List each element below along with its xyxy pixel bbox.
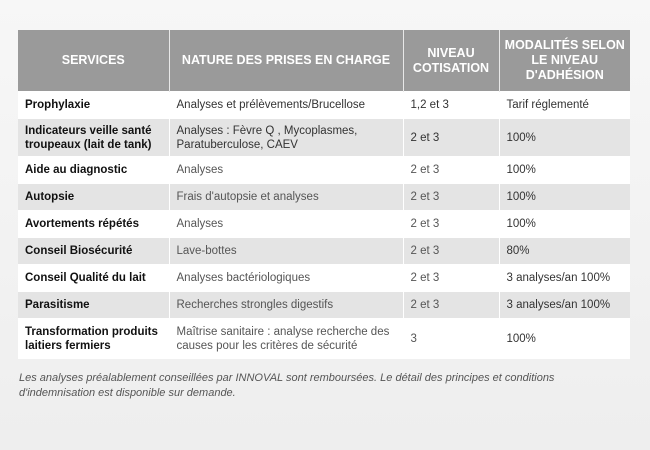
cell-modalite: Tarif réglementé xyxy=(499,92,630,119)
cell-niveau: 2 et 3 xyxy=(403,211,499,238)
table-row xyxy=(18,119,630,157)
table-row xyxy=(18,292,630,319)
cell-service: Avortements répétés xyxy=(18,211,169,238)
footnote: Les analyses préalablement conseillées par INNOVAL sont remboursées. Le détail des principes et conditions d'indemnisation est disponible sur demande. xyxy=(19,372,555,399)
table-row xyxy=(18,265,630,292)
cell-nature: Analyses : Fèvre Q , Mycoplasmes, Paratuberculose, CAEV xyxy=(169,119,403,157)
cell-nature: Analyses et prélèvements/Brucellose xyxy=(169,92,403,119)
cell-niveau: 2 et 3 xyxy=(403,238,499,265)
cell-service: Prophylaxie xyxy=(18,92,169,119)
cell-service: Conseil Qualité du lait xyxy=(18,265,169,292)
cell-service: Conseil Biosécurité xyxy=(18,238,169,265)
table-row xyxy=(18,157,630,184)
cell-nature: Lave-bottes xyxy=(169,238,403,265)
services-table xyxy=(18,30,630,359)
table-row xyxy=(18,319,630,360)
cell-nature: Frais d'autopsie et analyses xyxy=(169,184,403,211)
cell-niveau: 3 xyxy=(403,319,499,360)
table-row xyxy=(18,211,630,238)
table-header-row xyxy=(18,30,630,92)
cell-service: Autopsie xyxy=(18,184,169,211)
cell-nature: Analyses xyxy=(169,157,403,184)
header-services: SERVICES xyxy=(18,30,169,92)
cell-service: Indicateurs veille santé troupeaux (lait de tank) xyxy=(18,119,169,157)
table-row xyxy=(18,92,630,119)
table-row xyxy=(18,238,630,265)
cell-niveau: 2 et 3 xyxy=(403,119,499,157)
cell-nature: Recherches strongles digestifs xyxy=(169,292,403,319)
cell-nature: Maîtrise sanitaire : analyse recherche des causes pour les critères de sécurité xyxy=(169,319,403,360)
cell-service: Parasitisme xyxy=(18,292,169,319)
cell-modalite: 100% xyxy=(499,319,630,360)
header-niveau: NIVEAU COTISATION xyxy=(403,30,499,92)
cell-modalite: 100% xyxy=(499,119,630,157)
cell-modalite: 80% xyxy=(499,238,630,265)
cell-nature: Analyses xyxy=(169,211,403,238)
cell-modalite: 3 analyses/an 100% xyxy=(499,292,630,319)
cell-niveau: 2 et 3 xyxy=(403,265,499,292)
cell-niveau: 2 et 3 xyxy=(403,292,499,319)
cell-niveau: 2 et 3 xyxy=(403,184,499,211)
cell-niveau: 2 et 3 xyxy=(403,157,499,184)
cell-nature: Analyses bactériologiques xyxy=(169,265,403,292)
header-modalites: MODALITÉS SELON LE NIVEAU D'ADHÉSION xyxy=(499,30,630,92)
services-table-container xyxy=(18,30,630,401)
header-nature: NATURE DES PRISES EN CHARGE xyxy=(169,30,403,92)
table-row xyxy=(18,184,630,211)
cell-modalite: 3 analyses/an 100% xyxy=(499,265,630,292)
cell-service: Aide au diagnostic xyxy=(18,157,169,184)
cell-service: Transformation produits laitiers fermiers xyxy=(18,319,169,360)
cell-niveau: 1,2 et 3 xyxy=(403,92,499,119)
cell-modalite: 100% xyxy=(499,211,630,238)
cell-modalite: 100% xyxy=(499,184,630,211)
cell-modalite: 100% xyxy=(499,157,630,184)
